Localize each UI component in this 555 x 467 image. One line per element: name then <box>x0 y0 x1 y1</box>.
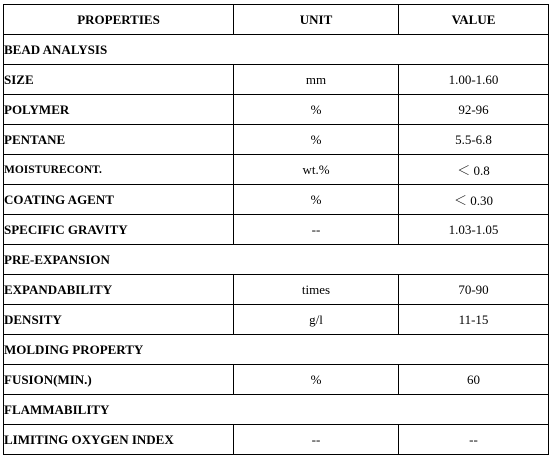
property-value: 60 <box>399 365 549 395</box>
property-value: 11-15 <box>399 305 549 335</box>
property-unit: mm <box>234 65 399 95</box>
section-row <box>4 35 549 65</box>
property-value: 92-96 <box>399 95 549 125</box>
property-name: COATING AGENT <box>4 185 234 215</box>
property-unit: times <box>234 275 399 305</box>
table-header-row <box>4 5 549 35</box>
property-name: MOISTURECONT. <box>4 155 234 185</box>
table-row <box>4 95 549 125</box>
property-value: 1.03-1.05 <box>399 215 549 245</box>
table-row <box>4 365 549 395</box>
property-value: ＜ 0.8 <box>399 155 549 185</box>
section-flammability: FLAMMABILITY <box>4 395 549 425</box>
property-unit: -- <box>234 425 399 455</box>
section-molding-property: MOLDING PROPERTY <box>4 335 549 365</box>
property-name: LIMITING OXYGEN INDEX <box>4 425 234 455</box>
property-value: 5.5-6.8 <box>399 125 549 155</box>
header-value: VALUE <box>399 5 549 35</box>
property-unit: % <box>234 125 399 155</box>
property-unit: -- <box>234 215 399 245</box>
property-name: EXPANDABILITY <box>4 275 234 305</box>
properties-table <box>3 4 549 455</box>
table-row <box>4 425 549 455</box>
table-row <box>4 65 549 95</box>
table-row <box>4 155 549 185</box>
property-value: ＜ 0.30 <box>399 185 549 215</box>
property-value: 1.00-1.60 <box>399 65 549 95</box>
section-row <box>4 335 549 365</box>
section-bead-analysis: BEAD ANALYSIS <box>4 35 549 65</box>
header-properties: PROPERTIES <box>4 5 234 35</box>
table-row <box>4 125 549 155</box>
property-name: SPECIFIC GRAVITY <box>4 215 234 245</box>
property-name: FUSION(MIN.) <box>4 365 234 395</box>
property-name: POLYMER <box>4 95 234 125</box>
property-unit: % <box>234 95 399 125</box>
property-unit: % <box>234 365 399 395</box>
property-value: -- <box>399 425 549 455</box>
property-value: 70-90 <box>399 275 549 305</box>
property-name: PENTANE <box>4 125 234 155</box>
table-row <box>4 185 549 215</box>
table-row <box>4 275 549 305</box>
property-unit: g/l <box>234 305 399 335</box>
section-row <box>4 395 549 425</box>
property-unit: % <box>234 185 399 215</box>
section-row <box>4 245 549 275</box>
property-name: DENSITY <box>4 305 234 335</box>
section-pre-expansion: PRE-EXPANSION <box>4 245 549 275</box>
property-unit: wt.% <box>234 155 399 185</box>
table-row <box>4 305 549 335</box>
table-row <box>4 215 549 245</box>
header-unit: UNIT <box>234 5 399 35</box>
property-name: SIZE <box>4 65 234 95</box>
